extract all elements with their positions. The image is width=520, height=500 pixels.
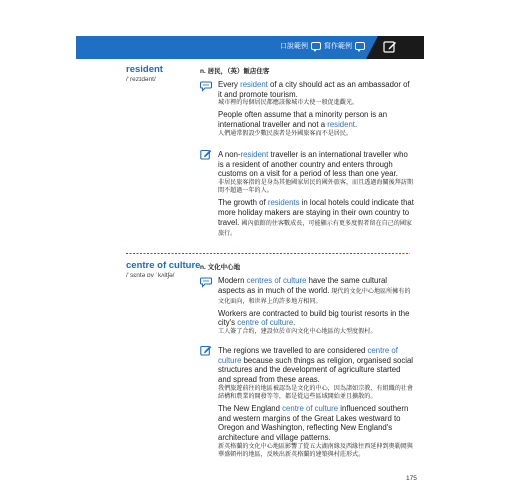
speech-bubble-icon (355, 42, 365, 50)
page-number: 175 (406, 475, 417, 482)
highlighted-term: residents (267, 198, 300, 208)
highlighted-term: centres of culture (246, 276, 307, 285)
highlighted-term: resident (327, 120, 355, 130)
speech-bubble-icon (200, 276, 212, 288)
part-of-speech-gloss: n. 文化中心地 (200, 264, 241, 271)
example-translation: 我們旅遊前往的地區被認為是文化的中心，因為諸如宗教、有組織的社會結構和農業的開發等等，都是從這些區域開始並且擴散的。 (218, 384, 413, 400)
example-translation: 國內旅館的住客數成長，可能顯示有更多度假者留在自己的國家旅行。 (218, 219, 413, 237)
example-group (218, 150, 414, 238)
example-sentence: A non-resident traveller is an international traveller who is a resident of another country and enters through customs on a visit for a period of less than one year. (218, 150, 408, 179)
headword: resident (126, 64, 163, 75)
example-sentence: The regions we travelled to are considered centre of culture because such things as religion, organised social structures and the development of agriculture started and spread from these areas. (218, 346, 414, 385)
highlighted-term: centre of culture (282, 403, 339, 413)
example-group (218, 346, 414, 459)
example-sentence: The New England centre of culture influenced southern and western margins of the Great Lakes westward to Oregon and Washington, reflecting New England's architecture and village patterns. (218, 403, 409, 442)
speech-bubble-icon (200, 80, 212, 92)
example-translation: 人們通常假設少數民族者是外國旅客而不是居民。 (218, 129, 353, 137)
example-translation: 工人簽了合約，建設位於市內文化中心地區的大型度假村。 (218, 328, 377, 336)
example-group (218, 80, 414, 138)
highlighted-term: resident (240, 150, 269, 159)
pronunciation: /ˈsɛntə ɒv ˈkʌltʃə/ (126, 272, 175, 279)
pencil-icon (200, 148, 212, 160)
tab-writing-label: 寫作範例 (324, 43, 352, 50)
example-sentence: People often assume that a minority person is an international traveller and not a resident. (218, 110, 388, 130)
tab-spoken-examples[interactable] (280, 41, 321, 51)
part-of-speech-gloss: n. 居民，（英）飯店住客 (200, 68, 270, 75)
example-translation: 新英格蘭的文化中心地區影響了從五大湖南緣及西緣往西延伸到奧勒岡與華盛頓州的地區，反映出新英格蘭的建築與村莊形式。 (218, 442, 413, 458)
highlighted-term: resident (240, 80, 268, 89)
example-translation: 現代的文化中心地區所擁有的文化面向，和世界上的許多地方相同。 (218, 287, 411, 305)
speech-bubble-icon (311, 42, 321, 50)
edit-icon[interactable] (383, 40, 397, 54)
example-translation: 城市裡的每個居民都應該像城市大使一般促進觀光。 (218, 99, 359, 107)
example-sentence: The growth of residents in local hotels could indicate that more holiday makers are staying in their own country to travel. 國內旅館的住客數成長，可能顯示有更多度假者留在自己的國家旅行。 (218, 198, 414, 237)
headword: centre of culture (126, 260, 201, 271)
tab-writing-examples[interactable] (324, 41, 365, 51)
highlighted-term: centre of culture (218, 346, 398, 365)
pronunciation: /ˈrezɪdənt/ (126, 76, 156, 83)
highlighted-term: centre of culture (237, 318, 294, 328)
example-group (218, 276, 414, 336)
example-sentence: Every resident of a city should act as an ambassador of it and promote tourism. (218, 80, 410, 99)
entry-divider (126, 253, 410, 254)
example-translation: 非居民旅客指的是身為其他國家居民的國外旅客，而且透過海關後拜訪期間不超過一年的人。 (218, 179, 413, 195)
pencil-icon (200, 344, 212, 356)
tab-spoken-label: 口說範例 (280, 43, 308, 50)
example-sentence: Workers are contracted to build big tourist resorts in the city's centre of culture. (218, 308, 410, 328)
example-sentence: Modern centres of culture have the same cultural aspects as in much of the world. 現代的文化中心地區所擁有的文化面向，和世界上的許多地方相同。 (218, 276, 411, 305)
